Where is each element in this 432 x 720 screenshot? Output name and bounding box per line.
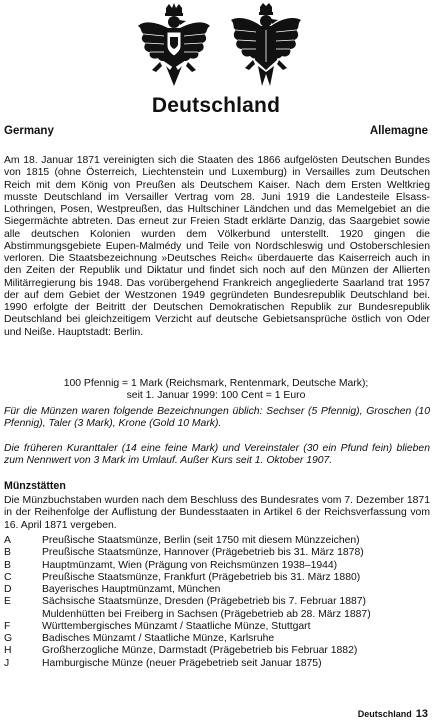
mint-name: Badisches Münzamt / Staatliche Münze, Karlsruhe (42, 633, 275, 644)
mint-name: Sächsische Staatsmünze, Dresden (Prägebetrieb bis 7. Februar 1887) (42, 596, 367, 608)
list-item (4, 547, 430, 559)
mint-letter: E (4, 596, 11, 608)
history-paragraph: Am 18. Januar 1871 vereinigten sich die Staaten des 1866 aufgelösten Deutschen Bundes von 1815 (ohne Österreich, Liechtenstein und Luxemburg) in Versailles zum Deutschen Reich mit dem König von Preußen als Deutschem Kaiser. Nach dem Ersten Weltkrieg musste Deutschland im Versailler Vertrag vom 28. Juni 1919 die Landesteile Elsass-Lothringen, Posen, Westpreußen, das Hultschiner Ländchen und das Memelgebiet an die Siegermächte abtreten. Das erneut zur Freien Stadt erklärte Danzig, das Saargebiet sowie alle deutschen Kolonien wurden dem Völkerbund unterstellt. 1920 gingen die Abstimmungsgebiete Eupen-Malmédy und Teile von Nordschleswig und Ostoberschlesien verloren. Die Staatsbezeichnung »Deutsches Reich« überdauerte das Kaiserreich auch in den Zeiten der Republik und Diktatur und findet sich noch auf den Münzen der Allierten Militärregierung bis 1948. Das vorübergehend Frankreich angegliederte Saarland trat 1957 der auf dem Gebiet der Westzonen 1949 gegründeten Bundesrepublik Deutschland bei. 1990 erfolgte der Beitritt der Deutschen Demokratischen Republik zur Bundesrepublik Deutschland bei gleichzeitigem Verzicht auf deutsche Gebietsansprüche östlich von Oder und Neiße. Hauptstadt: Berlin. (4, 155, 430, 338)
list-item (4, 621, 430, 633)
mint-name: Muldenhütten bei Freiberg in Sachsen (Prägebetrieb ab 28. März 1887) (42, 608, 371, 620)
list-item (4, 658, 430, 670)
mint-letter: B (4, 547, 11, 559)
french-name: Allemagne (369, 125, 428, 137)
list-item (4, 596, 430, 608)
currency-line-1: 100 Pfennig = 1 Mark (Reichsmark, Rentenmark, Deutsche Mark); (63, 378, 369, 389)
mints-heading: Münzstätten (4, 480, 66, 492)
mint-name: Preußische Staatsmünze, Hannover (Prägebetrieb bis 31. März 1878) (42, 547, 364, 559)
list-item (4, 560, 430, 572)
mint-letter: C (4, 571, 12, 583)
thaler-note: Die früheren Kuranttaler (14 eine feine Mark) und Vereinstaler (30 ein Pfund fein) blieben zum Nennwert von 3 Mark im Umlauf. Außer Kurs seit 1. Oktober 1907. (4, 443, 430, 467)
mints-intro: Die Münzbuchstaben wurden nach dem Beschluss des Bundesrates vom 7. Dezember 1871 in der Reihenfolge der Auflistung der Bundesstaaten in Artikel 6 der Reichsverfassung vom 16. April 1871 vergeben. (4, 495, 430, 531)
list-item (4, 633, 430, 645)
mint-name: Württembergisches Münzamt / Staatliche Münze, Stuttgart (42, 620, 311, 632)
list-item (4, 584, 430, 596)
mint-name: Hauptmünzamt, Wien (Prägung von Reichsmünzen 1938–1944) (42, 559, 338, 571)
mint-name: Hamburgische Münze (neuer Prägebetrieb seit Januar 1875) (42, 657, 322, 669)
coin-names-note: Für die Münzen waren folgende Bezeichnungen üblich: Sechser (5 Pfennig), Groschen (10 Pfennig), Taler (3 Mark), Krone (Gold 10 Mark). (4, 406, 430, 430)
mint-letter: D (4, 584, 12, 595)
mint-letter: H (4, 645, 12, 657)
mint-name: Bayerisches Hauptmünzamt, München (42, 584, 221, 595)
mint-letter: B (4, 559, 11, 571)
prussian-eagle-icon (228, 2, 304, 88)
country-title: Deutschland (151, 94, 281, 117)
mint-letter: F (4, 620, 11, 632)
english-name: Germany (4, 125, 54, 137)
currency-line-2: seit 1. Januar 1999: 100 Cent = 1 Euro (126, 390, 306, 401)
footer-label: Deutschland (357, 709, 412, 719)
mint-name: Großherzogliche Münze, Darmstadt (Prägebetrieb bis Februar 1882) (42, 645, 358, 657)
list-item (4, 609, 430, 621)
mint-letter: G (4, 633, 13, 644)
imperial-eagle-icon (136, 2, 212, 88)
mint-list (4, 535, 430, 670)
mint-name: Preußische Staatsmünze, Frankfurt (Prägebetrieb bis 31. März 1880) (42, 571, 361, 583)
coat-of-arms-row (0, 2, 432, 88)
country-names (4, 125, 428, 141)
mint-name: Preußische Staatsmünze, Berlin (seit 1750 mit diesem Münzzeichen) (42, 535, 360, 546)
page-footer (358, 708, 428, 720)
list-item (4, 645, 430, 657)
mint-letter: A (4, 535, 11, 546)
list-item (4, 572, 430, 584)
mint-letter: J (4, 657, 10, 669)
list-item (4, 535, 430, 547)
page-number: 13 (415, 708, 428, 720)
